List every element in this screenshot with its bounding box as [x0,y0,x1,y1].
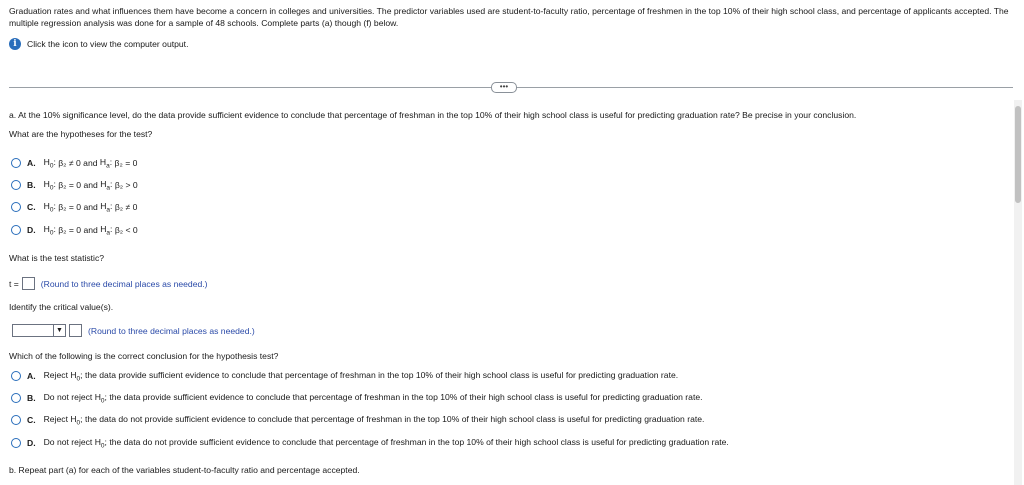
round-hint: (Round to three decimal places as needed.) [88,325,255,336]
conclusion-option-a[interactable] [11,370,678,383]
option-letter: A. [27,371,36,382]
part-b-question: b. Repeat part (a) for each of the variables student-to-faculty ratio and percentage accepted. [9,465,360,475]
info-row[interactable] [9,38,188,50]
option-letter: C. [27,415,36,426]
conclusion-text: Do not reject $H_0$; the data do not provide sufficient evidence to conclude that percentage of freshman in the top 10% of their high school class is useful for predicting graduation rate. [43,437,729,450]
option-letter: B. [27,180,36,191]
radio-button[interactable] [11,158,21,168]
ha-value: β₂ > 0 [114,180,138,191]
ha-value: β₂ ≠ 0 [114,202,138,213]
h0-label: $H_0$: [43,157,59,170]
option-letter: D. [27,438,36,449]
test-statistic-prompt: What is the test statistic? [9,253,105,263]
radio-button[interactable] [11,371,21,381]
hypothesis-option-b[interactable] [11,179,138,192]
t-label: t = [9,278,19,289]
h0-value: β₂ ≠ 0 [58,158,81,169]
radio-button[interactable] [11,415,21,425]
round-hint: (Round to three decimal places as needed.) [40,278,208,289]
conclusion-text: Do not reject $H_0$; the data provide sufficient evidence to conclude that percentage of freshman in the top 10% of their high school class is useful for predicting graduation rate. [43,392,703,405]
part-a-question: a. At the 10% significance level, do the data provide sufficient evidence to conclude that percentage of freshman in the top 10% of their high school class is useful for predicting graduation rate? Be precise in your conclusion. [9,110,857,120]
ha-label: $H_a$: [100,179,115,192]
radio-button[interactable] [11,438,21,448]
and-word: and [83,158,98,169]
chevron-down-icon[interactable]: ▼ [53,325,65,336]
critical-value-prompt: Identify the critical value(s). [9,302,114,312]
option-letter: D. [27,225,36,236]
scrollbar-thumb[interactable] [1015,106,1021,203]
h0-label: $H_0$: [43,201,59,214]
ha-value: β₂ < 0 [114,225,138,236]
hypotheses-prompt: What are the hypotheses for the test? [9,129,153,139]
conclusion-option-c[interactable] [11,414,704,427]
and-word: and [83,225,98,236]
h0-label: $H_0$: [43,224,59,237]
conclusion-text: Reject $H_0$; the data provide sufficient evidence to conclude that percentage of freshman in the top 10% of their high school class is useful for predicting graduation rate. [43,370,679,383]
and-word: and [83,202,98,213]
h0-label: $H_0$: [43,179,59,192]
option-letter: B. [27,393,36,404]
critical-value-input[interactable] [69,324,82,337]
hypothesis-option-a[interactable] [11,157,137,170]
hypothesis-option-c[interactable] [11,201,137,214]
conclusion-option-b[interactable] [11,392,703,405]
h0-value: β₂ = 0 [58,225,82,236]
option-letter: C. [27,202,36,213]
radio-button[interactable] [11,202,21,212]
h0-value: β₂ = 0 [58,202,82,213]
conclusion-option-d[interactable] [11,437,729,450]
radio-button[interactable] [11,180,21,190]
ha-label: $H_a$: [99,157,115,170]
and-word: and [83,180,98,191]
test-statistic-row [9,277,208,290]
test-statistic-input[interactable] [22,277,35,290]
critical-value-row [12,324,255,337]
info-icon[interactable]: i [9,38,21,50]
conclusion-text: Reject $H_0$; the data do not provide sufficient evidence to conclude that percentage of freshman in the top 10% of their high school class is useful for predicting graduation rate. [43,414,705,427]
ha-value: β₂ = 0 [114,158,138,169]
critical-sign-dropdown[interactable] [12,324,66,337]
problem-intro: Graduation rates and what influences them have become a concern in colleges and universities. The predictor variables used are student-to-faculty ratio, percentage of freshmen in the top 10% of their high school class, and percentage of applicants accepted. The multiple regression analysis was done for a sample of 48 schools. Complete parts (a) though (f) below. [9,6,1009,28]
radio-button[interactable] [11,225,21,235]
info-label: Click the icon to view the computer output. [27,39,189,49]
ha-label: $H_a$: [100,224,115,237]
conclusion-prompt: Which of the following is the correct conclusion for the hypothesis test? [9,351,279,361]
expand-more-button[interactable]: ••• [491,82,517,93]
option-letter: A. [27,158,36,169]
ha-label: $H_a$: [100,201,115,214]
radio-button[interactable] [11,393,21,403]
hypothesis-option-d[interactable] [11,224,138,237]
h0-value: β₂ = 0 [58,180,82,191]
